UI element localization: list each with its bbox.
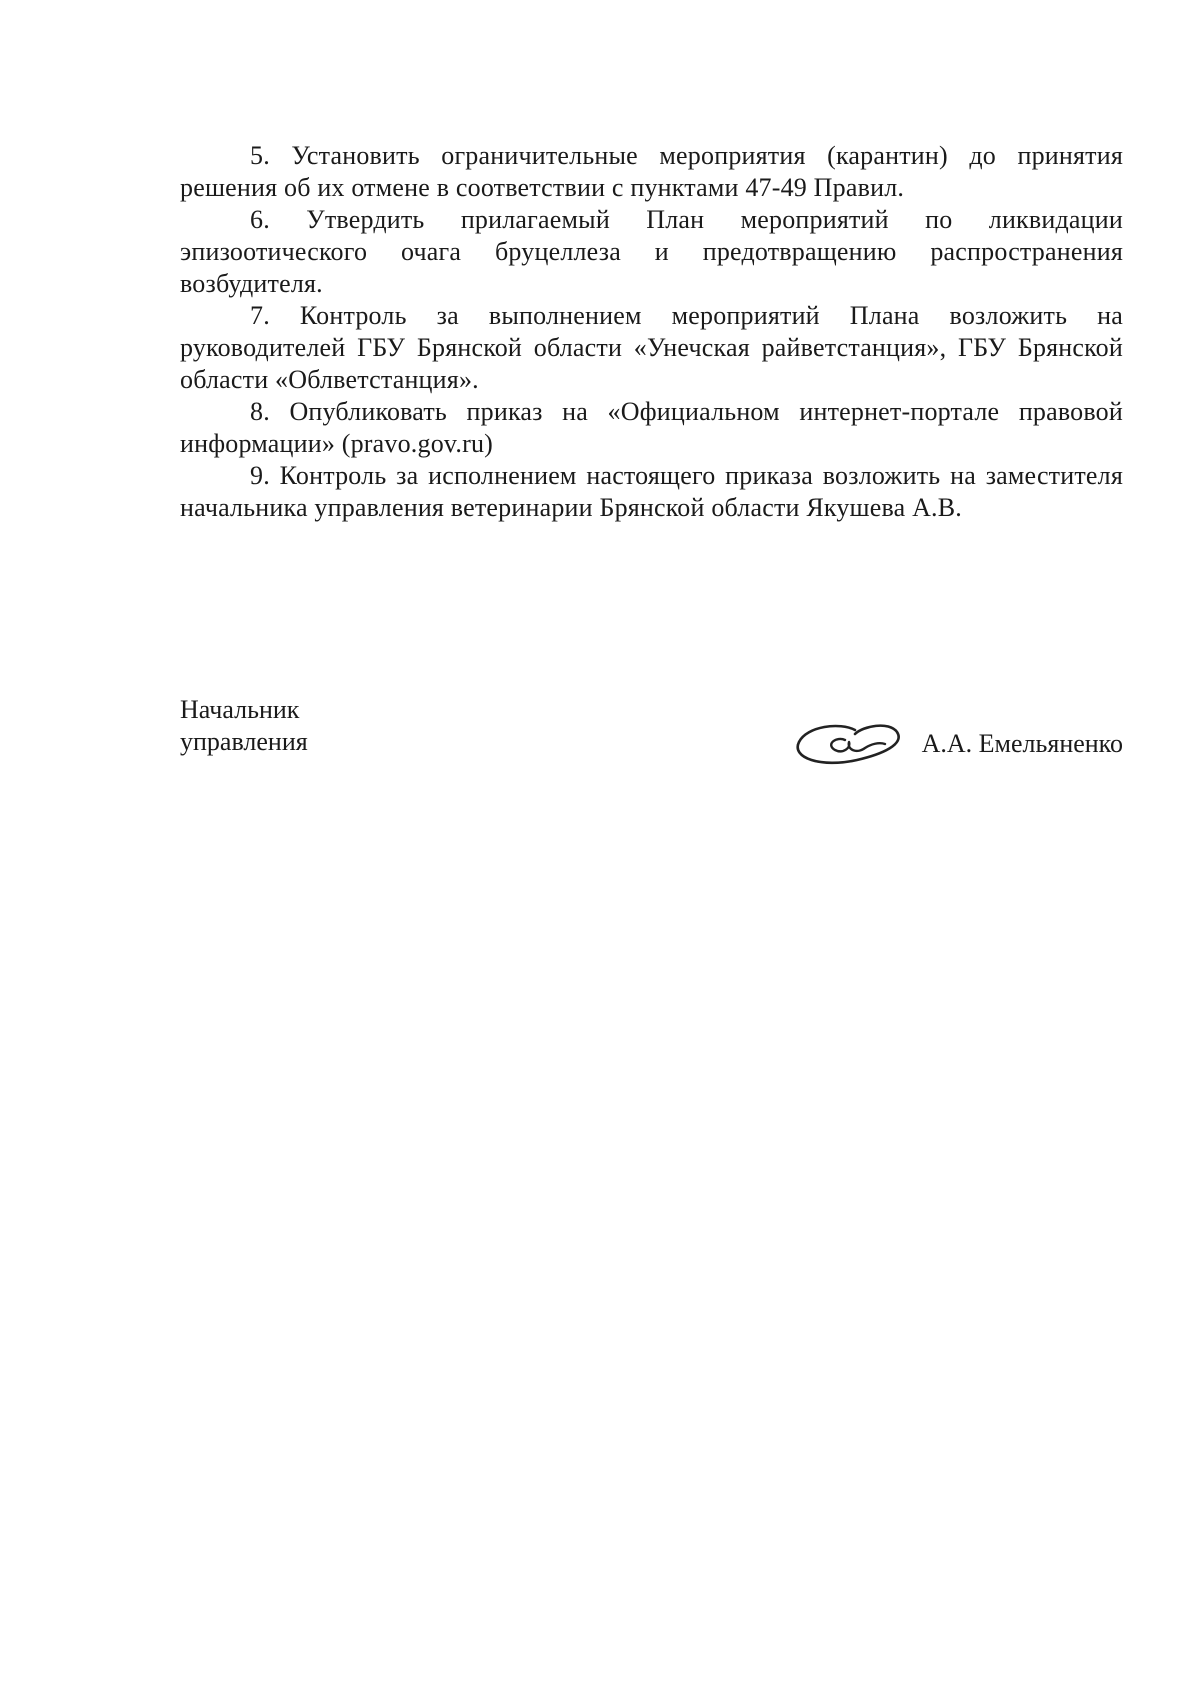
signature-block bbox=[180, 694, 1123, 784]
paragraph-7: 7. Контроль за выполнением мероприятий Плана возложить на руководителей ГБУ Брянской области «Унечская райветстанция», ГБУ Брянской области «Облветстанция». bbox=[180, 301, 1123, 394]
signer-position bbox=[180, 694, 308, 758]
signer-name: А.А. Емельяненко bbox=[921, 729, 1123, 758]
order-body bbox=[180, 140, 1123, 524]
paragraph-9: 9. Контроль за исполнением настоящего приказа возложить на заместителя начальника управления ветеринарии Брянской области Якушева А.В. bbox=[180, 461, 1123, 522]
paragraph-6: 6. Утвердить прилагаемый План мероприятий по ликвидации эпизоотического очага бруцеллеза и предотвращению распространения возбудителя. bbox=[180, 205, 1123, 298]
handwritten-signature bbox=[785, 712, 915, 772]
signer-position-line-1: Начальник bbox=[180, 695, 300, 724]
signer-position-line-2: управления bbox=[180, 727, 308, 756]
paragraph-5: 5. Установить ограничительные мероприятия (карантин) до принятия решения об их отмене в соответствии с пунктами 47-49 Правил. bbox=[180, 141, 1123, 202]
paragraph-8: 8. Опубликовать приказ на «Официальном интернет-портале правовой информации» (pravo.gov.ru) bbox=[180, 397, 1123, 458]
